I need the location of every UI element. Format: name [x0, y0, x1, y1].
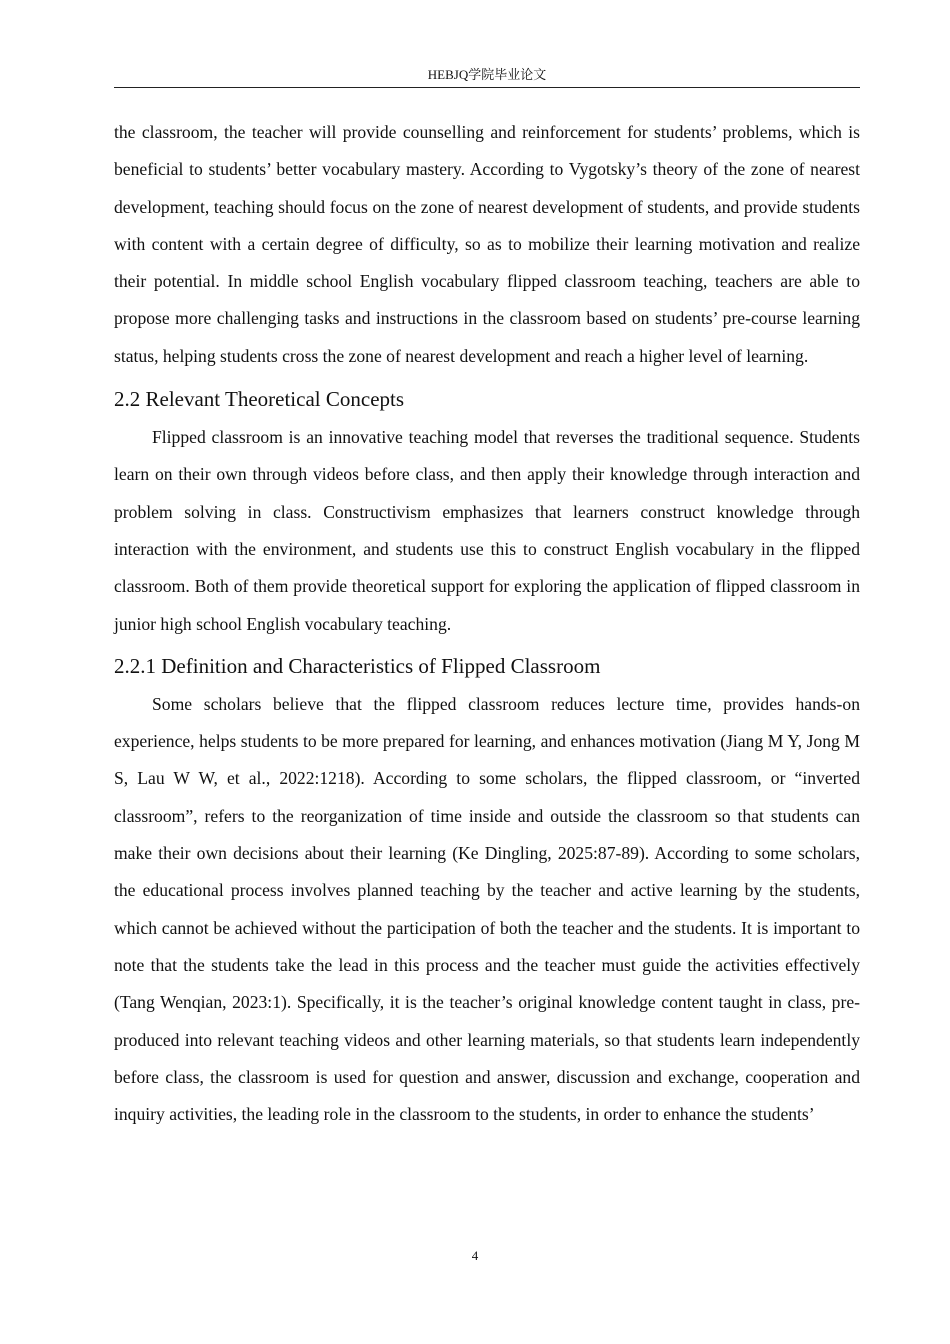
header-rule: [114, 87, 860, 88]
paragraph: Some scholars believe that the flipped classroom reduces lecture time, provides hands-on experience, helps students to be more prepared for learning, and enhances motivation (Jiang M Y, Jong M S, Lau W W, et al., 2022:1218). According to some scholars, the flipped classroom, or “inverted classroom”, refers to the reorganization of time inside and outside the classroom so that students can make their own decisions about their learning (Ke Dingling, 2025:87-89). According to some scholars, the educational process involves planned teaching by the teacher and active learning by the students, which cannot be achieved without the participation of both the teacher and the students. It is important to note that the students take the lead in this process and the teacher must guide the activities effectively (Tang Wenqian, 2023:1). Specifically, it is the teacher’s original knowledge content taught in class, pre-produced into relevant teaching videos and other learning materials, so that students learn independently before class, the classroom is used for question and answer, discussion and exchange, cooperation and inquiry activities, the leading role in the classroom to the students, in order to enhance the students’: [114, 693, 860, 1125]
paragraph: the classroom, the teacher will provide counselling and reinforcement for students’ problems, which is beneficial to students’ better vocabulary mastery. According to Vygotsky’s theory of the zone of nearest development, teaching should focus on the zone of nearest development of students, and provide students with content with a certain degree of difficulty, so as to mobilize their learning motivation and realize their potential. In middle school English vocabulary flipped classroom teaching, teachers are able to propose more challenging tasks and instructions in the classroom based on students’ pre-course learning status, helping students cross the zone of nearest development and reach a higher level of learning.: [114, 122, 860, 366]
page-header: HEBJQ学院毕业论文: [427, 67, 547, 82]
subsection-heading: 2.2.1 Definition and Characteristics of Flipped Classroom: [114, 653, 601, 678]
section-heading: 2.2 Relevant Theoretical Concepts: [114, 387, 405, 412]
page-number: 4: [471, 1248, 479, 1263]
document-body: [114, 114, 860, 1133]
paragraph: Flipped classroom is an innovative teaching model that reverses the traditional sequence. Students learn on their own through videos before class, and then apply their knowledge through interaction and problem solving in class. Constructivism emphasizes that learners construct knowledge through interaction with the environment, and students use this to construct English vocabulary in the flipped classroom. Both of them provide theoretical support for exploring the application of flipped classroom in junior high school English vocabulary teaching.: [114, 427, 860, 634]
